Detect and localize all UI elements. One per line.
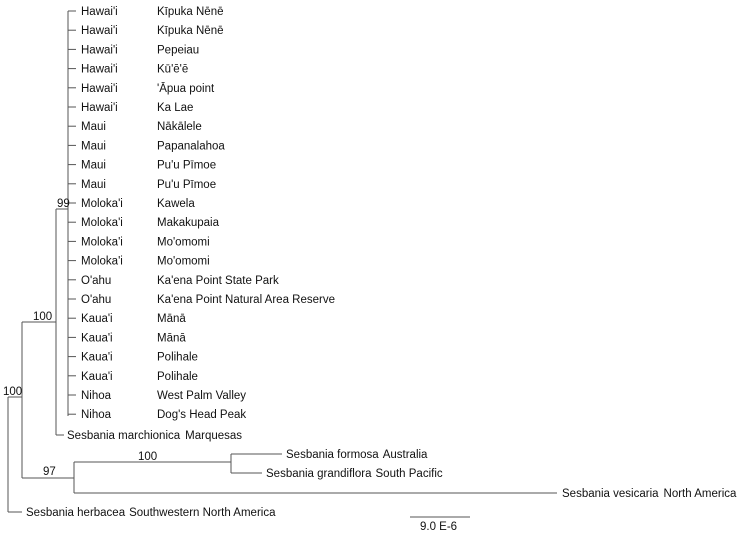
- formosa-place: Australia: [382, 449, 428, 461]
- taxon-site: Mo'omomi: [157, 236, 210, 249]
- taxon-island: Hawai'i: [81, 82, 118, 95]
- taxon-site: Nākālele: [157, 121, 202, 134]
- taxon-site: Mānā: [157, 332, 186, 345]
- taxon-island: Maui: [81, 178, 106, 191]
- taxon-island: Hawai'i: [81, 63, 118, 76]
- formosa-label: [286, 449, 428, 461]
- taxon-island: O'ahu: [81, 274, 112, 287]
- taxon-island: Hawai'i: [81, 25, 118, 38]
- taxon-site: Mānā: [157, 313, 186, 326]
- support-clade-97: 97: [43, 466, 56, 478]
- taxon-site: Polihale: [157, 370, 198, 383]
- taxon-site: West Palm Valley: [157, 390, 247, 402]
- grandiflora-place: South Pacific: [375, 468, 443, 480]
- taxon-site: Makakupaia: [157, 217, 220, 230]
- formosa-species: Sesbania formosa: [286, 449, 379, 461]
- taxon-site: Ka'ena Point Natural Area Reserve: [157, 294, 335, 306]
- taxon-island: Moloka'i: [81, 217, 123, 230]
- taxon-island: Moloka'i: [81, 255, 123, 268]
- taxon-island: Nihoa: [81, 409, 112, 422]
- taxon-island: Kaua'i: [81, 370, 113, 383]
- scale-label: 9.0 E-6: [420, 521, 458, 533]
- herbacea-species: Sesbania herbacea: [26, 507, 126, 519]
- tip-labels: [81, 6, 335, 421]
- taxon-site: Pu'u Pīmoe: [157, 159, 217, 172]
- taxon-site: Ka'ena Point State Park: [157, 274, 279, 287]
- vesicaria-species: Sesbania vesicaria: [562, 488, 659, 500]
- taxon-island: Maui: [81, 140, 106, 153]
- grandiflora-label: [266, 468, 443, 480]
- taxon-site: Dog's Head Peak: [157, 409, 247, 422]
- taxon-site: Kīpuka Nēnē: [157, 6, 224, 18]
- taxon-site: Kawela: [157, 198, 195, 210]
- taxon-site: Ka Lae: [157, 102, 194, 114]
- support-ingroup: 100: [3, 386, 23, 398]
- marchionica-place: Marquesas: [185, 430, 243, 442]
- vesicaria-label: [562, 488, 737, 500]
- taxon-island: O'ahu: [81, 294, 112, 306]
- marchionica-label: [67, 430, 242, 442]
- taxon-site: Papanalahoa: [157, 140, 225, 153]
- herbacea-label: [26, 507, 276, 519]
- marchionica-species: Sesbania marchionica: [67, 430, 181, 442]
- taxon-island: Nihoa: [81, 390, 112, 402]
- taxon-site: Kū'ē'ē: [157, 63, 189, 76]
- taxon-island: Kaua'i: [81, 332, 113, 345]
- taxon-site: 'Āpua point: [157, 82, 215, 95]
- taxon-island: Maui: [81, 121, 106, 134]
- taxon-island: Kaua'i: [81, 351, 113, 364]
- taxon-island: Hawai'i: [81, 6, 118, 18]
- taxon-island: Kaua'i: [81, 313, 113, 326]
- taxon-site: Mo'omomi: [157, 255, 210, 268]
- grandiflora-species: Sesbania grandiflora: [266, 468, 372, 480]
- taxon-site: Pu'u Pīmoe: [157, 178, 217, 191]
- taxon-island: Hawai'i: [81, 102, 118, 114]
- taxon-island: Hawai'i: [81, 44, 118, 57]
- taxon-island: Moloka'i: [81, 198, 123, 210]
- taxon-site: Kīpuka Nēnē: [157, 25, 224, 38]
- taxon-site: Pepeiau: [157, 44, 200, 57]
- herbacea-place: Southwestern North America: [129, 507, 276, 519]
- support-hawaiian-clade: 99: [57, 198, 70, 210]
- support-formosa-grandiflora: 100: [138, 451, 158, 463]
- taxon-site: Polihale: [157, 351, 198, 364]
- taxon-island: Maui: [81, 159, 106, 172]
- taxon-island: Moloka'i: [81, 236, 123, 249]
- support-with-marchionica: 100: [33, 311, 53, 323]
- vesicaria-place: North America: [663, 488, 737, 500]
- tip-branches: [68, 11, 76, 414]
